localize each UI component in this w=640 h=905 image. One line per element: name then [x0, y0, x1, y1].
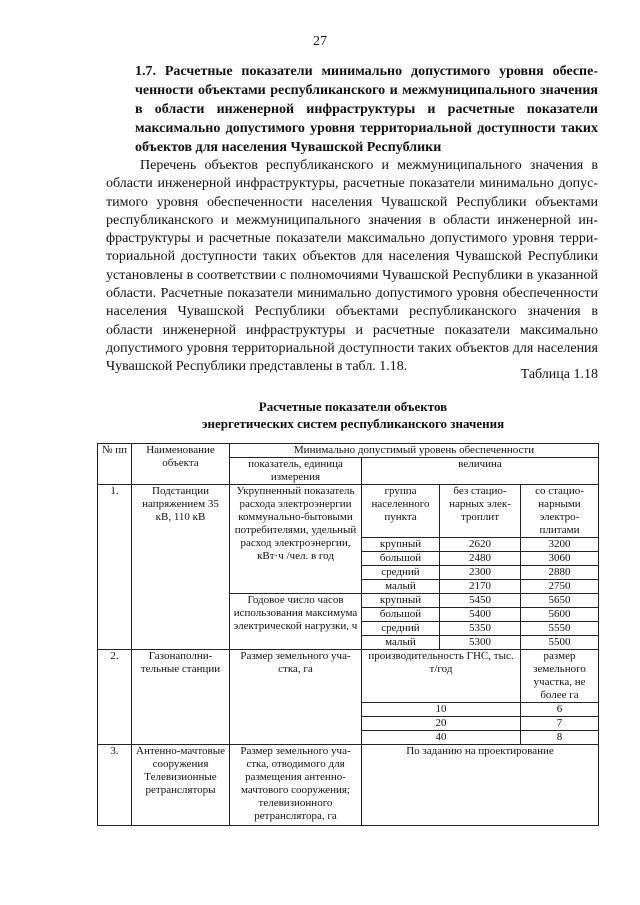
row1-col-stove: со стационарными электроплитами	[521, 485, 599, 538]
value-cell: 3200	[521, 538, 599, 552]
group-cell: крупный	[362, 594, 440, 608]
table-title	[106, 398, 600, 432]
row1-indicator-1: Укрупненный показатель расхода электроэнергии коммунально-бытовыми потребителями, удельный расход электроэнергии, кВт·ч /чел. в год	[230, 485, 362, 594]
table-title-line1: Расчетные показатели объектов	[258, 399, 448, 414]
header-min-level: Минимально допустимый уровень обеспеченности	[230, 444, 599, 458]
group-cell: большой	[362, 608, 440, 622]
value-cell: 2480	[440, 552, 521, 566]
row1-col-no-stove: без стационарных электроплит	[440, 485, 521, 538]
table-title-line2: энергетических систем республиканского значения	[201, 416, 505, 431]
row2-indicator: Размер земельного участка, га	[230, 650, 362, 745]
row3-name: Антенно-мачтовые сооружения Телевизионные ретрансляторы	[132, 745, 230, 826]
group-cell: малый	[362, 636, 440, 650]
value-cell: 5350	[440, 622, 521, 636]
value-cell: 2300	[440, 566, 521, 580]
value-cell: 3060	[521, 552, 599, 566]
table-label: Таблица 1.18	[520, 367, 598, 382]
header-indicator: показатель, единица измерения	[230, 458, 362, 485]
value-cell: 2750	[521, 580, 599, 594]
row3-value: По заданию на проектирование	[362, 745, 599, 826]
value-cell: 5550	[521, 622, 599, 636]
value-cell: 5600	[521, 608, 599, 622]
indicators-table	[97, 443, 598, 826]
value-cell: 5500	[521, 636, 599, 650]
value-cell: 2880	[521, 566, 599, 580]
header-num: № пп	[98, 444, 132, 485]
row2-name: Газонаполнительные станции	[132, 650, 230, 745]
group-cell: крупный	[362, 538, 440, 552]
row1-num: 1.	[98, 485, 132, 650]
value-cell: 6	[521, 703, 599, 717]
header-name: Наименование объекта	[132, 444, 230, 485]
header-value: величина	[362, 458, 599, 485]
value-cell: 2170	[440, 580, 521, 594]
value-cell: 40	[362, 731, 521, 745]
value-cell: 20	[362, 717, 521, 731]
row1-name: Подстанции напряжением 35 кВ, 110 кВ	[132, 485, 230, 650]
row1-col-group: группа населенного пункта	[362, 485, 440, 538]
section-heading: 1.7. Расчетные показатели минимально допустимого уровня обеспеченности объектами республиканского и межмуниципального значения в области инженерной инфраструктуры и расчетные показатели максимально допустимого уровня территориальной доступности таких объектов для населения Чувашской Республики	[135, 64, 598, 155]
value-cell: 5300	[440, 636, 521, 650]
row3-indicator: Размер земельного участка, отводимого для размещения антенно-мачтового сооружения; телевизионного ретранслятора, га	[230, 745, 362, 826]
group-cell: малый	[362, 580, 440, 594]
group-cell: большой	[362, 552, 440, 566]
value-cell: 5650	[521, 594, 599, 608]
value-cell: 8	[521, 731, 599, 745]
body-paragraph: Перечень объектов республиканского и межмуниципального значения в области инженерной инфраструктуры, расчетные показатели минимально допустимого уровня обеспеченности населения Чувашской Республики объектами республиканского и межмуниципального значения в области инженерной инфраструктуры и расчетные показатели максимально допустимого уровня территориальной доступности таких объектов для населения Чувашской Республики установлены в соответствии с полномочиями Чувашской Республики в указанной области. Расчетные показатели минимально допустимого уровня обеспеченности населения Чувашской Республики объектами республиканского значения в области инженерной инфраструктуры и расчетные показатели максимально допустимого уровня территориальной доступности таких объектов для населения Чувашской Республики представлены в табл. 1.18.	[106, 158, 598, 375]
value-cell: 5450	[440, 594, 521, 608]
group-cell: средний	[362, 622, 440, 636]
row1-indicator-2: Годовое число часов использования максимума электрической нагрузки, ч	[230, 594, 362, 650]
value-cell: 10	[362, 703, 521, 717]
row3-num: 3.	[98, 745, 132, 826]
value-cell: 7	[521, 717, 599, 731]
group-cell: средний	[362, 566, 440, 580]
row2-col-area: размер земельного участка, не более га	[521, 650, 599, 703]
value-cell: 5400	[440, 608, 521, 622]
value-cell: 2620	[440, 538, 521, 552]
row2-col-gns: производительность ГНС, тыс. т/год	[362, 650, 521, 703]
row2-num: 2.	[98, 650, 132, 745]
page-number: 27	[313, 34, 327, 49]
